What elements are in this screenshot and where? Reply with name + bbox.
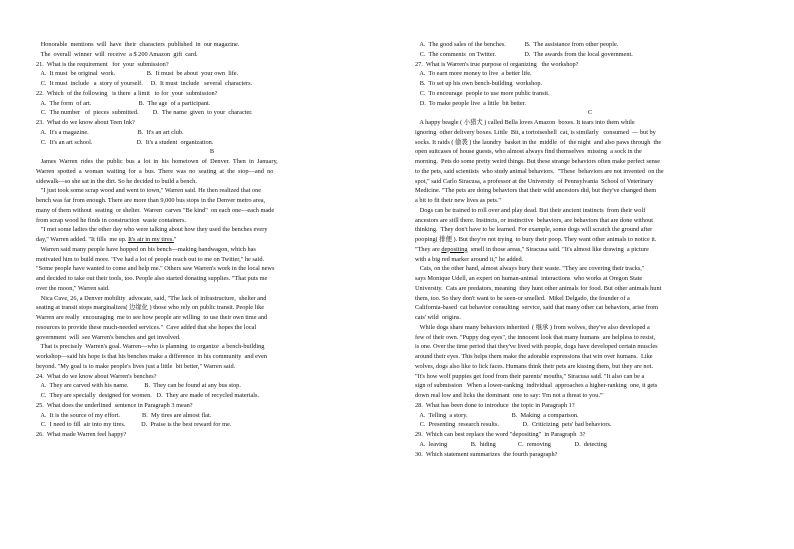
line-text: A. It is the source of my effort. B. My tires are almost flat. — [36, 411, 212, 419]
text-line — [36, 89, 388, 99]
line-text: 29. Which can best replace the word "depositing" in Paragraph 3? — [415, 431, 586, 438]
text-line — [415, 313, 765, 323]
line-text: Medicine. "The pets are doing behaviors that their wild ancestors did, but they've changed them — [415, 187, 657, 195]
text-line — [36, 225, 388, 235]
line-text: A. It's a magazine. B. It's an art club. — [36, 128, 184, 136]
line-text: A. To earn more money to live a better life. — [415, 70, 532, 78]
text-line — [415, 157, 765, 167]
line-text: wolves, dogs also like to lick faces. Humans think their pets are kissing them, but they are not. — [415, 362, 654, 370]
line-text: The overall winner will receive a $ 200 Amazon gift card. — [36, 50, 198, 58]
line-text: 25. What does the underlined sentence in Paragraph 3 mean? — [36, 401, 193, 409]
line-text: Nica Cave, 26, a Denver mobility advocate, said, "The lack of infrastructure, shelter and — [36, 294, 267, 302]
text-line — [36, 167, 388, 177]
line-text: A. Telling a story. B. Making a comparison. — [415, 411, 579, 419]
line-text: few of their own. "Puppy dog eyes", the innocent look that many humans are helpless to resist, — [415, 333, 656, 341]
text-line — [415, 420, 765, 430]
line-text: around their eyes. This helps them make the adorable expressions that win over humans. Like — [415, 353, 653, 360]
text-line — [36, 255, 388, 265]
text-line — [36, 362, 388, 372]
text-line — [415, 89, 765, 99]
line-text: 28. What has been done to introduce the topic in Paragraph 1? — [415, 401, 575, 409]
line-text: D. To make people live a little bit better. — [415, 99, 527, 107]
underlined-text: depositing — [441, 245, 468, 253]
line-text: "I just took some scrap wood and went to town," Warren said. He then realized that one — [36, 187, 262, 195]
line-text: day," Warren added. "It fills me up. — [36, 236, 129, 243]
line-text: C. The comments on Twitter. D. The awards from the local government. — [415, 50, 633, 58]
text-line — [36, 79, 388, 89]
line-text: "Some people have wanted to come and help me." Others saw Warren's work in the local news — [36, 265, 275, 273]
line-text: 22. Which of the following is there a limit to for your submission? — [36, 89, 218, 97]
line-text: University. Cats are predators, meaning they hunt other animals for food. But other animals hunt — [415, 284, 662, 292]
text-line — [36, 274, 388, 284]
line-text: B. To set up his own bench-building workshop. — [415, 80, 543, 87]
text-line — [36, 333, 388, 343]
line-text: says Monique Udell, an expert on human-animal interactions who works at Oregon State — [415, 275, 643, 282]
text-line — [415, 323, 765, 333]
line-text: Warren spotted a woman waiting for a bus. There was no seating at the stop—and no — [36, 167, 274, 175]
text-line — [415, 255, 765, 265]
text-line — [415, 147, 765, 157]
line-text: thinking. They don't have to be learned. For example, some dogs will scratch the ground after — [415, 226, 653, 234]
text-line — [415, 245, 765, 255]
text-line — [36, 60, 388, 70]
text-line — [36, 206, 388, 216]
line-text: 23. What do we know about Teen Ink? — [36, 119, 135, 126]
text-line — [36, 391, 388, 401]
line-text: workshop—said his hope is that his benches make a difference in his community and even — [36, 353, 268, 360]
right-column — [415, 40, 765, 459]
text-line — [415, 391, 765, 401]
text-line — [36, 381, 388, 391]
text-line — [36, 157, 388, 167]
text-line — [36, 186, 388, 196]
line-text: sidewalk—so she sat in the dirt. So he decided to build a bench. — [36, 177, 197, 185]
line-text: open suitcases of house guests, who almost always find themselves missing a sock in the — [415, 148, 642, 156]
line-text: C. They are specially designed for women. D. They are made of recycled materials. — [36, 392, 260, 399]
text-line — [415, 333, 765, 343]
section-heading — [415, 108, 765, 118]
line-text: B — [209, 148, 215, 156]
line-text-tail: smell in those areas," Siracusa said. "It's almost like drawing a picture — [467, 245, 649, 253]
line-text: ancestors are still there. Instincts, or instinctive behaviors, are behaviors that are done without — [415, 216, 653, 224]
text-line — [415, 401, 765, 411]
line-text: 24. What do we know about Warren's benches? — [36, 372, 157, 380]
line-text: pooping( 排便 ). But they're not trying to bury their poop. They want other animals to notice it. — [415, 236, 657, 243]
text-line — [415, 60, 765, 70]
line-text: James Warren rides the public bus a lot in his hometown of Denver. Then in January, — [36, 158, 278, 165]
line-text: with a big red marker around it," he added. — [415, 255, 524, 263]
text-line — [415, 372, 765, 382]
section-heading — [36, 147, 388, 157]
text-line — [36, 372, 388, 382]
line-text: cats' wild origins. — [415, 314, 461, 321]
line-text: Warren are really encouraging me to see how people are willing to use their own time and — [36, 314, 268, 321]
line-text: C. The number of pieces submitted. D. The name given to your character. — [36, 109, 253, 117]
text-line — [415, 430, 765, 440]
line-text: 30. Which statement summarizes the fourth paragraph? — [415, 450, 558, 458]
line-text: morning. Pets do some pretty weird things. But these strange behaviors often make perfect sense — [415, 158, 660, 165]
text-line — [36, 108, 388, 118]
line-text: C. It's an art school. D. It's a student organization. — [36, 138, 214, 146]
line-text: A. They are carved with his name. B. They can be found at any bus stop. — [36, 382, 241, 390]
line-text: them, too. So they don't want to be seen-or smelled. Mikel Delgado, the founder of a — [415, 294, 630, 302]
text-line — [415, 177, 765, 187]
line-text: C. I need to fill air into my tires. D. Praise is the best reward for me. — [36, 421, 232, 429]
line-text: California-based cat behavior consulting service, said that many other cat behaviors, arise from — [415, 304, 659, 312]
text-line — [36, 294, 388, 304]
text-line — [415, 186, 765, 196]
text-line — [36, 323, 388, 333]
text-line — [415, 118, 765, 128]
underlined-text: It's air in my tires. — [128, 236, 174, 243]
line-text: socks. It raids ( 偷袭 ) the laundry basket in the middle of the night and also paws through the — [415, 138, 662, 146]
line-text: Cats, on the other hand, almost always bury their waste. "They are covering their tracks," — [415, 265, 645, 273]
line-text: many of them without seating or shelter. Warren carves "Be kind" on each one—each made — [36, 206, 275, 214]
text-line — [36, 420, 388, 430]
text-line — [415, 274, 765, 284]
line-text: over the moon," Warren said. — [36, 284, 110, 292]
text-line — [415, 411, 765, 421]
text-line — [415, 79, 765, 89]
line-text: A. It must be original work. B. It must be about your own life. — [36, 70, 239, 78]
line-text: from scrap wood he finds in construction waste containers. — [36, 216, 187, 224]
text-line — [415, 450, 765, 460]
text-line — [415, 167, 765, 177]
line-text: beyond. "My goal is to make people's lives just a little bit better," Warren said. — [36, 362, 236, 370]
text-line — [415, 40, 765, 50]
line-text: spot," said Carlo Siracusa, a professor at the University of Pennsylvania School of Veterinary — [415, 177, 654, 185]
text-line — [36, 196, 388, 206]
text-line — [36, 69, 388, 79]
text-line — [36, 40, 388, 50]
line-text: 21. What is the requirement for your submission? — [36, 60, 169, 68]
text-line — [415, 206, 765, 216]
line-text: ignoring other delivery boxes. Little Bit, a tortoiseshell cat, is similarly consumed — but by — [415, 128, 656, 136]
text-line — [415, 352, 765, 362]
line-text: A. The form of art. B. The age of a participant. — [36, 99, 211, 107]
text-line — [415, 225, 765, 235]
text-line — [36, 177, 388, 187]
text-line — [415, 362, 765, 372]
line-text: down real low and licks the dominant one to say: 'I'm not a threat to you.'" — [415, 392, 604, 399]
line-text: is one. Over the time period that they've lived with people, dogs have developed certain muscles — [415, 343, 658, 351]
text-line — [415, 50, 765, 60]
text-line — [415, 264, 765, 274]
left-column — [36, 40, 388, 440]
text-line — [415, 138, 765, 148]
text-line — [36, 138, 388, 148]
text-line — [415, 235, 765, 245]
line-text: and decided to take out their tools, too. People also started donating supplies. "That puts me — [36, 275, 268, 282]
text-line — [415, 99, 765, 109]
line-text: 27. What is Warren's true purpose of organizing the workshop? — [415, 60, 579, 68]
line-text: seating at transit stops marginalizes( 边缘化 ) those who rely on public transit. People like — [36, 304, 265, 312]
line-text: a bit to fit their new lives as pets." — [415, 197, 501, 204]
line-text: resources to provide these much-needed services." Cave added that she hopes the local — [36, 323, 257, 331]
text-line — [36, 216, 388, 226]
text-line — [36, 284, 388, 294]
text-line — [415, 294, 765, 304]
text-line — [415, 128, 765, 138]
text-line — [415, 342, 765, 352]
text-line — [36, 411, 388, 421]
line-text: 26. What made Warren feel happy? — [36, 431, 127, 438]
line-text: C. To encourage people to use more public transit. — [415, 89, 550, 97]
text-line — [415, 196, 765, 206]
text-line — [36, 430, 388, 440]
line-text: to the pets, said scientists who study animal behaviors. "These behaviors are not invented on the — [415, 167, 664, 175]
text-line — [36, 245, 388, 255]
line-text: "It's how wolf puppies get food from their parents' mouths," Siracusa said. "It also can be a — [415, 372, 645, 380]
text-line — [36, 118, 388, 128]
text-line — [415, 69, 765, 79]
text-line — [36, 313, 388, 323]
line-text: A happy beagle ( 小猎犬 ) called Bella loves Amazon boxes. It tears into them while — [415, 119, 635, 126]
text-line — [36, 128, 388, 138]
text-line — [415, 381, 765, 391]
line-text: sign of submission When a lower-ranking individual approaches a higher-ranking one, it gets — [415, 382, 658, 390]
line-text: A. leaving B. hiding C. removing D. detecting — [415, 440, 607, 448]
line-text: Warren said many people have hopped on his bench—making bandwagon, which has — [36, 245, 256, 253]
text-line — [415, 303, 765, 313]
line-text: "They are — [415, 245, 442, 253]
line-text: C. Presenting research results. D. Criticizing pets' bad behaviors. — [415, 421, 612, 429]
text-line — [36, 235, 388, 245]
text-line — [415, 284, 765, 294]
line-text: Honorable mentions will have their characters published in our magazine. — [36, 41, 240, 48]
text-line — [36, 342, 388, 352]
text-line — [36, 264, 388, 274]
text-line — [415, 216, 765, 226]
line-text: C. It must include a story of yourself. D. It must include several characters. — [36, 80, 253, 87]
line-text: While dogs share many behaviors inherited ( 继承 ) from wolves, they've also developed a — [415, 323, 650, 331]
line-text: bench was far from enough. There are more than 9,000 bus stops in the Denver metro area, — [36, 197, 266, 204]
text-line — [36, 352, 388, 362]
text-line — [36, 303, 388, 313]
line-text: Dogs can be trained to roll over and play dead. But their ancient instincts from their wolf — [415, 206, 646, 214]
text-line — [36, 99, 388, 109]
line-text: motivated him to build more. "I've had a lot of people reach out to me on Twitter," he said. — [36, 255, 265, 263]
line-text-tail: " — [173, 236, 177, 243]
text-line — [415, 440, 765, 450]
line-text: That is precisely Warren's goal. Warren—who is planning to organize a bench-building — [36, 343, 265, 351]
line-text: "I met some ladies the other day who were talking about how they used the benches every — [36, 226, 268, 234]
line-text: C — [587, 109, 593, 117]
line-text: government will see Warren's benches and get involved. — [36, 333, 181, 341]
text-line — [36, 50, 388, 60]
text-line — [36, 401, 388, 411]
line-text: A. The good sales of the benches. B. The assistance from other people. — [415, 41, 619, 48]
